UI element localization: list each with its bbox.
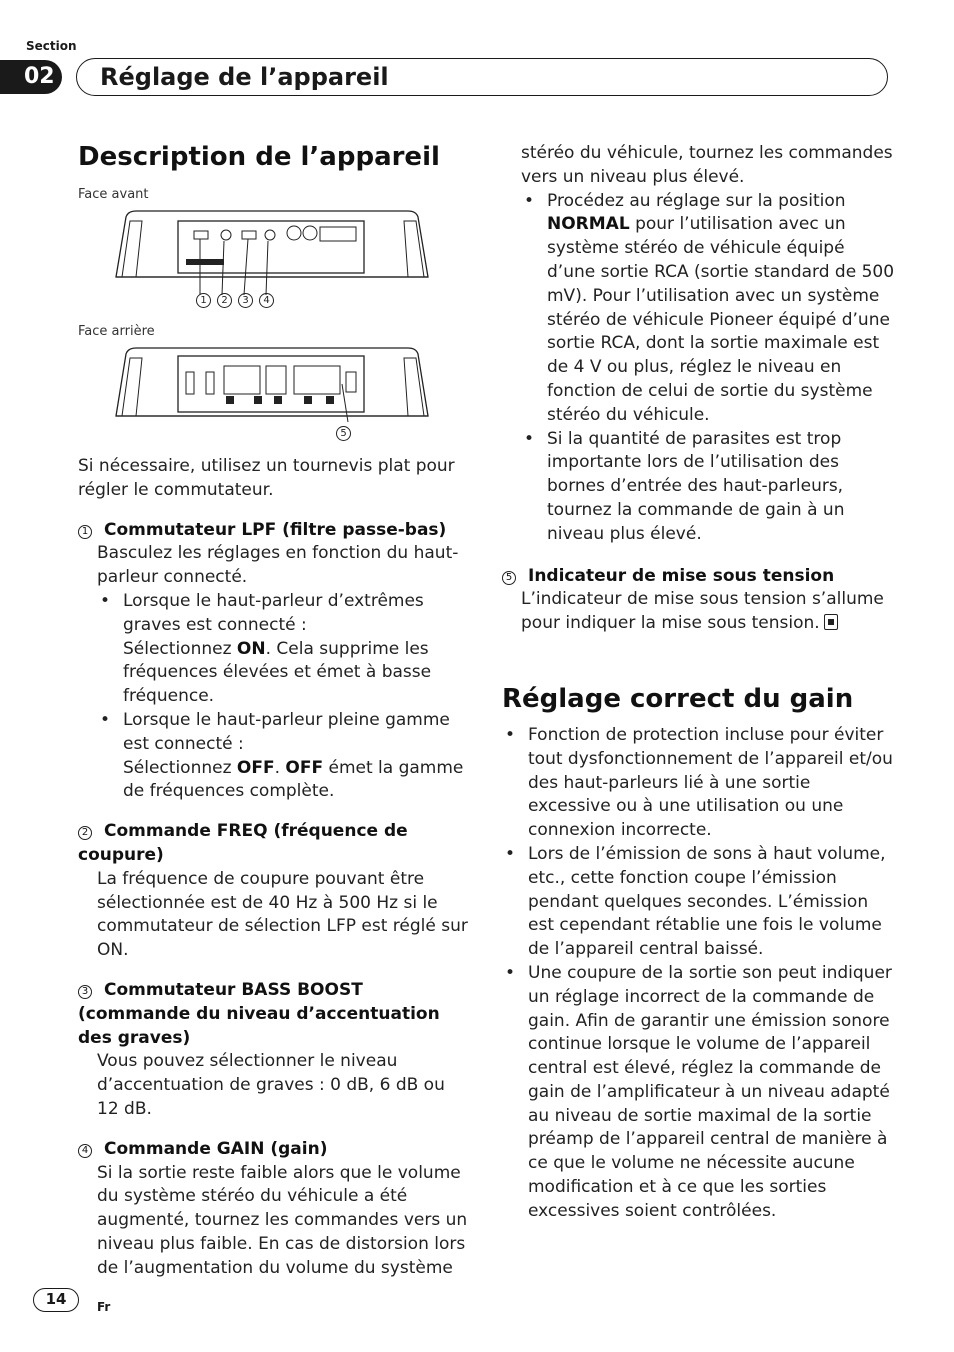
item-3-title: Commutateur BASS BOOST (commande du niveau d’accentuation des graves): [78, 979, 440, 1048]
item-5: [502, 565, 894, 636]
callout-2: 2: [217, 293, 232, 308]
gain-bullets: [502, 724, 894, 1224]
language-label: Fr: [97, 1300, 111, 1314]
callout-4: 4: [259, 293, 274, 308]
face-front-caption: Face avant: [78, 187, 149, 202]
item-5-text: L’indicateur de mise sous tension s’allume pour indiquer la mise sous tension.: [521, 589, 884, 634]
gain-bullet-1: • Fonction de protection incluse pour éviter tout dysfonctionnement de l’appareil et/ou des haut-parleurs lié à une sortie excessive ou à une utilisation ou une connexion incorrecte.: [502, 724, 894, 843]
normal-bullet: • Procédez au réglage sur la position NORMAL pour l’utilisation avec un système stéréo de véhicule équipé d’une sortie RCA (sortie standard de 500 mV). Pour l’utilisation avec un système stéréo de véhicule Pioneer équipé d’une sortie RCA, dont la sortie maximale est de 4 V ou plus, réglez le niveau en fonction de celui de sortie du système stéréo du véhicule.: [521, 190, 894, 428]
callout-3: 3: [238, 293, 253, 308]
item-4: [78, 1138, 468, 1281]
item-2: [78, 820, 468, 963]
item-2-title: Commande FREQ (fréquence de coupure): [78, 821, 408, 865]
page-number: 14: [33, 1288, 79, 1312]
callout-5: 5: [336, 426, 351, 441]
continued-text: stéréo du véhicule, tournez les commandes vers un niveau plus élevé.: [521, 143, 893, 187]
item-3: [78, 979, 468, 1122]
item-1-title: Commutateur LPF (filtre passe-bas): [104, 519, 447, 540]
item-1-bullet-on: • Lorsque le haut-parleur d’extrêmes graves est connecté : Sélectionnez ON. Cela supprime les fréquences élevées et émet à basse fréquence.: [97, 590, 468, 709]
heading-description: Description de l’appareil: [78, 142, 440, 172]
right-column: [502, 142, 894, 1224]
intro-text: Si nécessaire, utilisez un tournevis plat pour régler le commutateur.: [78, 456, 455, 500]
item-4-text: Si la sortie reste faible alors que le volume du système stéréo du véhicule a été augmenté, tournez les commandes vers un niveau plus faible. En cas de distorsion lors de l’augmentation du volume du système: [97, 1162, 468, 1278]
section-title: Réglage de l’appareil: [100, 63, 389, 91]
item-4-title: Commande GAIN (gain): [104, 1138, 328, 1159]
item-5-number: 5: [502, 571, 516, 585]
item-1: [78, 519, 468, 805]
item-2-number: 2: [78, 826, 92, 840]
item-5-title: Indicateur de mise sous tension: [528, 565, 835, 586]
item-4-number: 4: [78, 1144, 92, 1158]
stop-square-icon: [824, 614, 838, 630]
item-3-text: Vous pouvez sélectionner le niveau d’accentuation de graves : 0 dB, 6 dB ou 12 dB.: [97, 1051, 445, 1119]
gain-adjust-bullets: [502, 190, 894, 547]
gain-bullet-3: • Une coupure de la sortie son peut indiquer un réglage incorrect de la commande de gain. Afin de garantir une émission sonore continue lorsque le volume de l’appareil central est élevé, réglez la commande de gain de l’amplificateur à un niveau adapté au niveau de sortie maximal de la sortie préamp de l’appareil central de manière à ce que le volume ne nécessite aucune modification et à ce que les sorties excessives soient contrôlées.: [502, 962, 894, 1224]
callout-1: 1: [196, 293, 211, 308]
item-1-number: 1: [78, 525, 92, 539]
item-1-text: Basculez les réglages en fonction du haut-parleur connecté.: [97, 543, 459, 588]
heading-gain: Réglage correct du gain: [502, 683, 854, 714]
item-3-number: 3: [78, 985, 92, 999]
section-number: 02: [0, 60, 62, 94]
item-2-text: La fréquence de coupure pouvant être sélectionnée est de 40 Hz à 500 Hz si le commutateur de sélection LFP est réglé sur ON.: [97, 868, 468, 961]
left-column: [78, 140, 468, 1281]
section-label: Section: [26, 39, 77, 53]
amplifier-rear-diagram: [108, 344, 438, 426]
item-1-bullet-off: • Lorsque le haut-parleur pleine gamme est connecté : Sélectionnez OFF. OFF émet la gamme de fréquences complète.: [97, 709, 468, 804]
rear-callouts: [336, 426, 468, 441]
item-1-bullets: [78, 590, 468, 804]
item-5-text-wrap: [502, 588, 894, 636]
front-callouts: [196, 293, 468, 308]
noise-bullet: • Si la quantité de parasites est trop importante lors de l’utilisation des bornes d’entrée des haut-parleurs, tournez la commande de gain à un niveau plus élevé.: [521, 428, 894, 547]
gain-bullet-2: • Lors de l’émission de sons à haut volume, etc., cette fonction coupe l’émission pendant quelques secondes. L’émission est cependant rétablie une fois le volume de l’appareil central baissé.: [502, 843, 894, 962]
face-rear-caption: Face arrière: [78, 324, 155, 339]
amplifier-front-diagram: [108, 207, 438, 307]
